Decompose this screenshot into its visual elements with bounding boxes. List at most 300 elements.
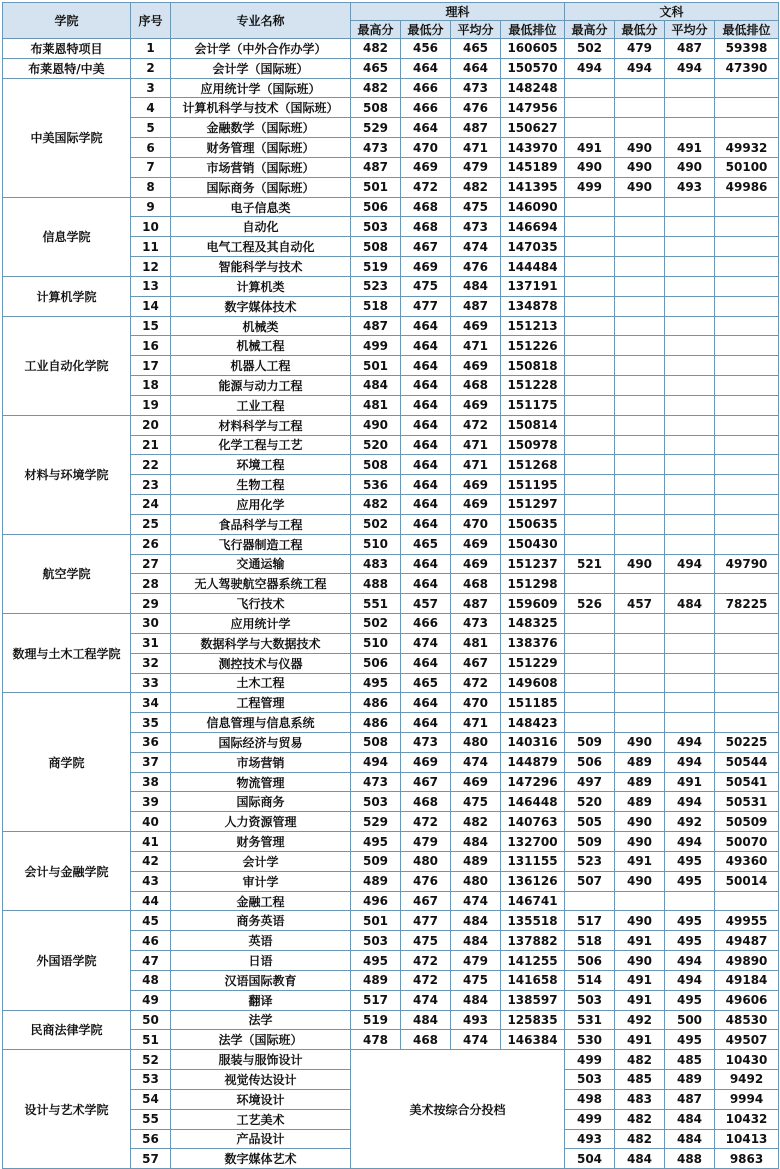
arts-avg-cell: 494 [665,951,715,971]
table-header [3,3,779,39]
science-rank-cell: 150430 [501,534,565,554]
arts-avg-cell: 489 [665,1070,715,1090]
science-rank-cell: 151195 [501,475,565,495]
seq-cell: 33 [131,673,171,693]
seq-cell: 12 [131,257,171,277]
arts-max-cell [565,296,615,316]
major-cell: 财务管理 [171,832,351,852]
major-cell: 化学工程与工艺 [171,435,351,455]
science-rank-cell: 151175 [501,395,565,415]
arts-max-cell [565,633,615,653]
major-cell: 数据科学与大数据技术 [171,633,351,653]
header-arts-min: 最低分 [615,21,665,39]
science-rank-cell: 151226 [501,336,565,356]
major-cell: 国际商务（国际班） [171,177,351,197]
arts-rank-cell: 50225 [715,732,779,752]
science-avg-cell: 474 [451,752,501,772]
college-cell: 商学院 [3,693,131,832]
major-cell: 国际商务 [171,792,351,812]
science-max-cell: 494 [351,752,401,772]
arts-min-cell: 490 [615,832,665,852]
seq-cell: 19 [131,395,171,415]
arts-max-cell [565,395,615,415]
science-max-cell: 503 [351,931,401,951]
arts-min-cell [615,891,665,911]
arts-rank-cell [715,336,779,356]
arts-rank-cell: 49986 [715,177,779,197]
arts-max-cell: 520 [565,792,615,812]
science-rank-cell: 151228 [501,376,565,396]
science-max-cell: 529 [351,118,401,138]
science-rank-cell: 151213 [501,316,565,336]
science-rank-cell: 150818 [501,356,565,376]
table-row [3,415,779,435]
arts-rank-cell: 50531 [715,792,779,812]
arts-max-cell: 497 [565,772,615,792]
science-min-cell: 456 [401,39,451,59]
arts-rank-cell [715,653,779,673]
science-rank-cell: 146448 [501,792,565,812]
major-cell: 日语 [171,951,351,971]
admission-score-table-container [2,2,778,1169]
science-avg-cell: 480 [451,732,501,752]
science-rank-cell: 141395 [501,177,565,197]
seq-cell: 40 [131,812,171,832]
arts-min-cell: 494 [615,58,665,78]
arts-min-cell: 489 [615,752,665,772]
arts-rank-cell [715,614,779,634]
arts-max-cell: 490 [565,157,615,177]
science-rank-cell: 146090 [501,197,565,217]
arts-max-cell [565,356,615,376]
science-avg-cell: 469 [451,495,501,515]
science-avg-cell: 469 [451,356,501,376]
arts-rank-cell [715,713,779,733]
arts-rank-cell [715,78,779,98]
science-max-cell: 518 [351,296,401,316]
seq-cell: 47 [131,951,171,971]
science-min-cell: 477 [401,911,451,931]
science-avg-cell: 471 [451,138,501,158]
arts-rank-cell: 49606 [715,990,779,1010]
science-avg-cell: 471 [451,455,501,475]
science-max-cell: 503 [351,217,401,237]
seq-cell: 37 [131,752,171,772]
arts-rank-cell: 50509 [715,812,779,832]
arts-max-cell: 499 [565,177,615,197]
science-rank-cell: 150635 [501,514,565,534]
science-max-cell: 501 [351,177,401,197]
arts-rank-cell [715,673,779,693]
major-cell: 汉语国际教育 [171,970,351,990]
arts-min-cell [615,534,665,554]
major-cell: 金融工程 [171,891,351,911]
arts-min-cell: 483 [615,1089,665,1109]
arts-rank-cell: 50544 [715,752,779,772]
arts-avg-cell: 494 [665,752,715,772]
arts-min-cell [615,574,665,594]
arts-avg-cell [665,713,715,733]
science-max-cell: 520 [351,435,401,455]
arts-avg-cell: 495 [665,1030,715,1050]
arts-min-cell: 490 [615,812,665,832]
major-cell: 会计学（国际班） [171,58,351,78]
major-cell: 数字媒体艺术 [171,1149,351,1169]
science-min-cell: 472 [401,812,451,832]
science-avg-cell: 475 [451,197,501,217]
seq-cell: 1 [131,39,171,59]
arts-rank-cell: 50100 [715,157,779,177]
major-cell: 数字媒体技术 [171,296,351,316]
science-avg-cell: 476 [451,98,501,118]
seq-cell: 38 [131,772,171,792]
arts-min-cell [615,495,665,515]
major-cell: 能源与动力工程 [171,376,351,396]
science-max-cell: 489 [351,970,401,990]
arts-max-cell: 504 [565,1149,615,1169]
major-cell: 智能科学与技术 [171,257,351,277]
arts-rank-cell: 47390 [715,58,779,78]
science-max-cell: 523 [351,276,401,296]
major-cell: 环境设计 [171,1089,351,1109]
science-avg-cell: 472 [451,673,501,693]
science-rank-cell: 151297 [501,495,565,515]
science-min-cell: 464 [401,58,451,78]
science-min-cell: 469 [401,752,451,772]
seq-cell: 8 [131,177,171,197]
arts-rank-cell: 9863 [715,1149,779,1169]
arts-min-cell [615,197,665,217]
arts-avg-cell: 494 [665,792,715,812]
seq-cell: 7 [131,157,171,177]
arts-min-cell: 490 [615,157,665,177]
science-max-cell: 551 [351,594,401,614]
major-cell: 工业工程 [171,395,351,415]
header-college: 学院 [3,3,131,39]
seq-cell: 54 [131,1089,171,1109]
arts-rank-cell [715,257,779,277]
arts-max-cell [565,98,615,118]
arts-max-cell [565,514,615,534]
science-avg-cell: 475 [451,792,501,812]
major-cell: 会计学（中外合作办学） [171,39,351,59]
science-max-cell: 519 [351,1010,401,1030]
arts-avg-cell [665,78,715,98]
major-cell: 电子信息类 [171,197,351,217]
arts-min-cell [615,118,665,138]
arts-rank-cell [715,455,779,475]
arts-min-cell: 491 [615,851,665,871]
arts-max-cell: 503 [565,1070,615,1090]
arts-max-cell: 518 [565,931,615,951]
major-cell: 飞行器制造工程 [171,534,351,554]
seq-cell: 45 [131,911,171,931]
major-cell: 金融数学（国际班） [171,118,351,138]
arts-min-cell [615,455,665,475]
table-row [3,1050,779,1070]
science-min-cell: 477 [401,296,451,316]
science-avg-cell: 471 [451,435,501,455]
science-avg-cell: 474 [451,891,501,911]
seq-cell: 28 [131,574,171,594]
science-rank-cell: 132700 [501,832,565,852]
arts-max-cell [565,217,615,237]
science-avg-cell: 474 [451,237,501,257]
science-rank-cell: 145189 [501,157,565,177]
seq-cell: 51 [131,1030,171,1050]
arts-max-cell: 499 [565,1109,615,1129]
arts-rank-cell [715,574,779,594]
arts-min-cell [615,257,665,277]
science-min-cell: 470 [401,138,451,158]
major-cell: 工程管理 [171,693,351,713]
seq-cell: 34 [131,693,171,713]
seq-cell: 36 [131,732,171,752]
science-avg-cell: 469 [451,395,501,415]
science-avg-cell: 471 [451,713,501,733]
major-cell: 应用统计学 [171,614,351,634]
major-cell: 法学（国际班） [171,1030,351,1050]
science-rank-cell: 146741 [501,891,565,911]
college-cell: 计算机学院 [3,276,131,316]
arts-max-cell [565,118,615,138]
arts-avg-cell: 487 [665,39,715,59]
major-cell: 飞行技术 [171,594,351,614]
header-arts-rank: 最低排位 [715,21,779,39]
science-avg-cell: 470 [451,693,501,713]
college-cell: 外国语学院 [3,911,131,1010]
science-max-cell: 483 [351,554,401,574]
science-max-cell: 473 [351,772,401,792]
science-avg-cell: 482 [451,812,501,832]
science-min-cell: 466 [401,614,451,634]
arts-avg-cell [665,534,715,554]
arts-min-cell: 490 [615,951,665,971]
science-rank-cell: 150627 [501,118,565,138]
science-min-cell: 464 [401,713,451,733]
major-cell: 国际经济与贸易 [171,732,351,752]
arts-max-cell [565,197,615,217]
arts-avg-cell [665,891,715,911]
arts-rank-cell: 78225 [715,594,779,614]
science-max-cell: 489 [351,871,401,891]
arts-rank-cell [715,316,779,336]
arts-avg-cell [665,276,715,296]
science-rank-cell: 149608 [501,673,565,693]
arts-min-cell [615,415,665,435]
science-min-cell: 464 [401,574,451,594]
arts-rank-cell: 48530 [715,1010,779,1030]
science-rank-cell: 147035 [501,237,565,257]
arts-rank-cell [715,296,779,316]
arts-min-cell: 490 [615,732,665,752]
science-max-cell: 510 [351,633,401,653]
science-avg-cell: 469 [451,475,501,495]
seq-cell: 56 [131,1129,171,1149]
seq-cell: 24 [131,495,171,515]
arts-rank-cell [715,118,779,138]
science-min-cell: 466 [401,78,451,98]
seq-cell: 57 [131,1149,171,1169]
major-cell: 计算机类 [171,276,351,296]
science-max-cell: 482 [351,78,401,98]
arts-max-cell [565,316,615,336]
science-rank-cell: 151237 [501,554,565,574]
college-cell: 会计与金融学院 [3,832,131,911]
arts-max-cell: 514 [565,970,615,990]
seq-cell: 5 [131,118,171,138]
science-avg-cell: 465 [451,39,501,59]
science-rank-cell: 140763 [501,812,565,832]
science-avg-cell: 464 [451,58,501,78]
arts-rank-cell: 9492 [715,1070,779,1090]
science-max-cell: 508 [351,98,401,118]
arts-avg-cell: 484 [665,1129,715,1149]
admission-score-table [2,2,779,1169]
major-cell: 翻译 [171,990,351,1010]
arts-rank-cell [715,495,779,515]
arts-max-cell: 505 [565,812,615,832]
science-avg-cell: 482 [451,177,501,197]
arts-avg-cell: 491 [665,772,715,792]
science-rank-cell: 150570 [501,58,565,78]
arts-min-cell [615,276,665,296]
header-arts: 文科 [565,3,779,21]
arts-max-cell: 498 [565,1089,615,1109]
arts-max-cell [565,78,615,98]
science-rank-cell: 151185 [501,693,565,713]
science-rank-cell: 148248 [501,78,565,98]
seq-cell: 22 [131,455,171,475]
science-avg-cell: 469 [451,772,501,792]
science-avg-cell: 487 [451,594,501,614]
table-row [3,197,779,217]
science-avg-cell: 472 [451,415,501,435]
seq-cell: 43 [131,871,171,891]
arts-max-cell [565,495,615,515]
arts-min-cell: 484 [615,1149,665,1169]
major-cell: 服装与服饰设计 [171,1050,351,1070]
science-max-cell: 490 [351,415,401,435]
arts-avg-cell [665,356,715,376]
science-rank-cell: 138597 [501,990,565,1010]
science-rank-cell: 146384 [501,1030,565,1050]
arts-avg-cell [665,673,715,693]
arts-min-cell: 491 [615,1030,665,1050]
science-avg-cell: 484 [451,931,501,951]
seq-cell: 31 [131,633,171,653]
science-rank-cell: 151268 [501,455,565,475]
science-max-cell: 487 [351,316,401,336]
science-max-cell: 486 [351,713,401,733]
major-cell: 材料科学与工程 [171,415,351,435]
arts-min-cell: 485 [615,1070,665,1090]
science-min-cell: 474 [401,633,451,653]
arts-min-cell [615,336,665,356]
table-row [3,534,779,554]
science-avg-cell: 474 [451,1030,501,1050]
arts-avg-cell: 484 [665,1109,715,1129]
science-avg-cell: 473 [451,217,501,237]
science-rank-cell: 160605 [501,39,565,59]
college-cell: 工业自动化学院 [3,316,131,415]
science-min-cell: 467 [401,237,451,257]
arts-rank-cell [715,415,779,435]
science-avg-cell: 484 [451,832,501,852]
science-rank-cell: 134878 [501,296,565,316]
college-cell: 布莱恩特项目 [3,39,131,59]
arts-avg-cell: 491 [665,138,715,158]
arts-rank-cell [715,514,779,534]
science-rank-cell: 136126 [501,871,565,891]
arts-rank-cell [715,376,779,396]
arts-rank-cell [715,217,779,237]
major-cell: 电气工程及其自动化 [171,237,351,257]
science-min-cell: 464 [401,475,451,495]
major-cell: 应用化学 [171,495,351,515]
science-min-cell: 464 [401,455,451,475]
arts-rank-cell [715,891,779,911]
science-max-cell: 502 [351,514,401,534]
arts-avg-cell [665,296,715,316]
major-cell: 人力资源管理 [171,812,351,832]
science-rank-cell: 125835 [501,1010,565,1030]
arts-max-cell [565,455,615,475]
science-max-cell: 473 [351,138,401,158]
arts-max-cell: 526 [565,594,615,614]
college-cell: 布莱恩特/中美 [3,58,131,78]
header-sci-max: 最高分 [351,21,401,39]
science-min-cell: 469 [401,157,451,177]
arts-min-cell: 491 [615,970,665,990]
arts-min-cell: 489 [615,772,665,792]
science-rank-cell: 140316 [501,732,565,752]
science-max-cell: 508 [351,237,401,257]
arts-avg-cell: 493 [665,177,715,197]
science-rank-cell: 131155 [501,851,565,871]
science-avg-cell: 476 [451,257,501,277]
science-min-cell: 464 [401,118,451,138]
major-cell: 视觉传达设计 [171,1070,351,1090]
arts-min-cell [615,356,665,376]
arts-avg-cell: 492 [665,812,715,832]
arts-max-cell [565,891,615,911]
science-rank-cell: 148325 [501,614,565,634]
science-min-cell: 464 [401,316,451,336]
arts-min-cell: 490 [615,138,665,158]
science-min-cell: 472 [401,970,451,990]
college-cell: 信息学院 [3,197,131,276]
arts-max-cell: 509 [565,832,615,852]
science-max-cell: 508 [351,732,401,752]
table-row [3,1010,779,1030]
arts-rank-cell: 10432 [715,1109,779,1129]
science-max-cell: 482 [351,495,401,515]
seq-cell: 42 [131,851,171,871]
science-min-cell: 467 [401,772,451,792]
arts-avg-cell: 494 [665,554,715,574]
arts-min-cell [615,475,665,495]
science-avg-cell: 473 [451,614,501,634]
science-min-cell: 468 [401,197,451,217]
arts-avg-cell [665,475,715,495]
arts-rank-cell: 59398 [715,39,779,59]
arts-min-cell [615,633,665,653]
science-avg-cell: 489 [451,851,501,871]
arts-avg-cell: 495 [665,911,715,931]
major-cell: 交通运输 [171,554,351,574]
science-rank-cell: 141658 [501,970,565,990]
